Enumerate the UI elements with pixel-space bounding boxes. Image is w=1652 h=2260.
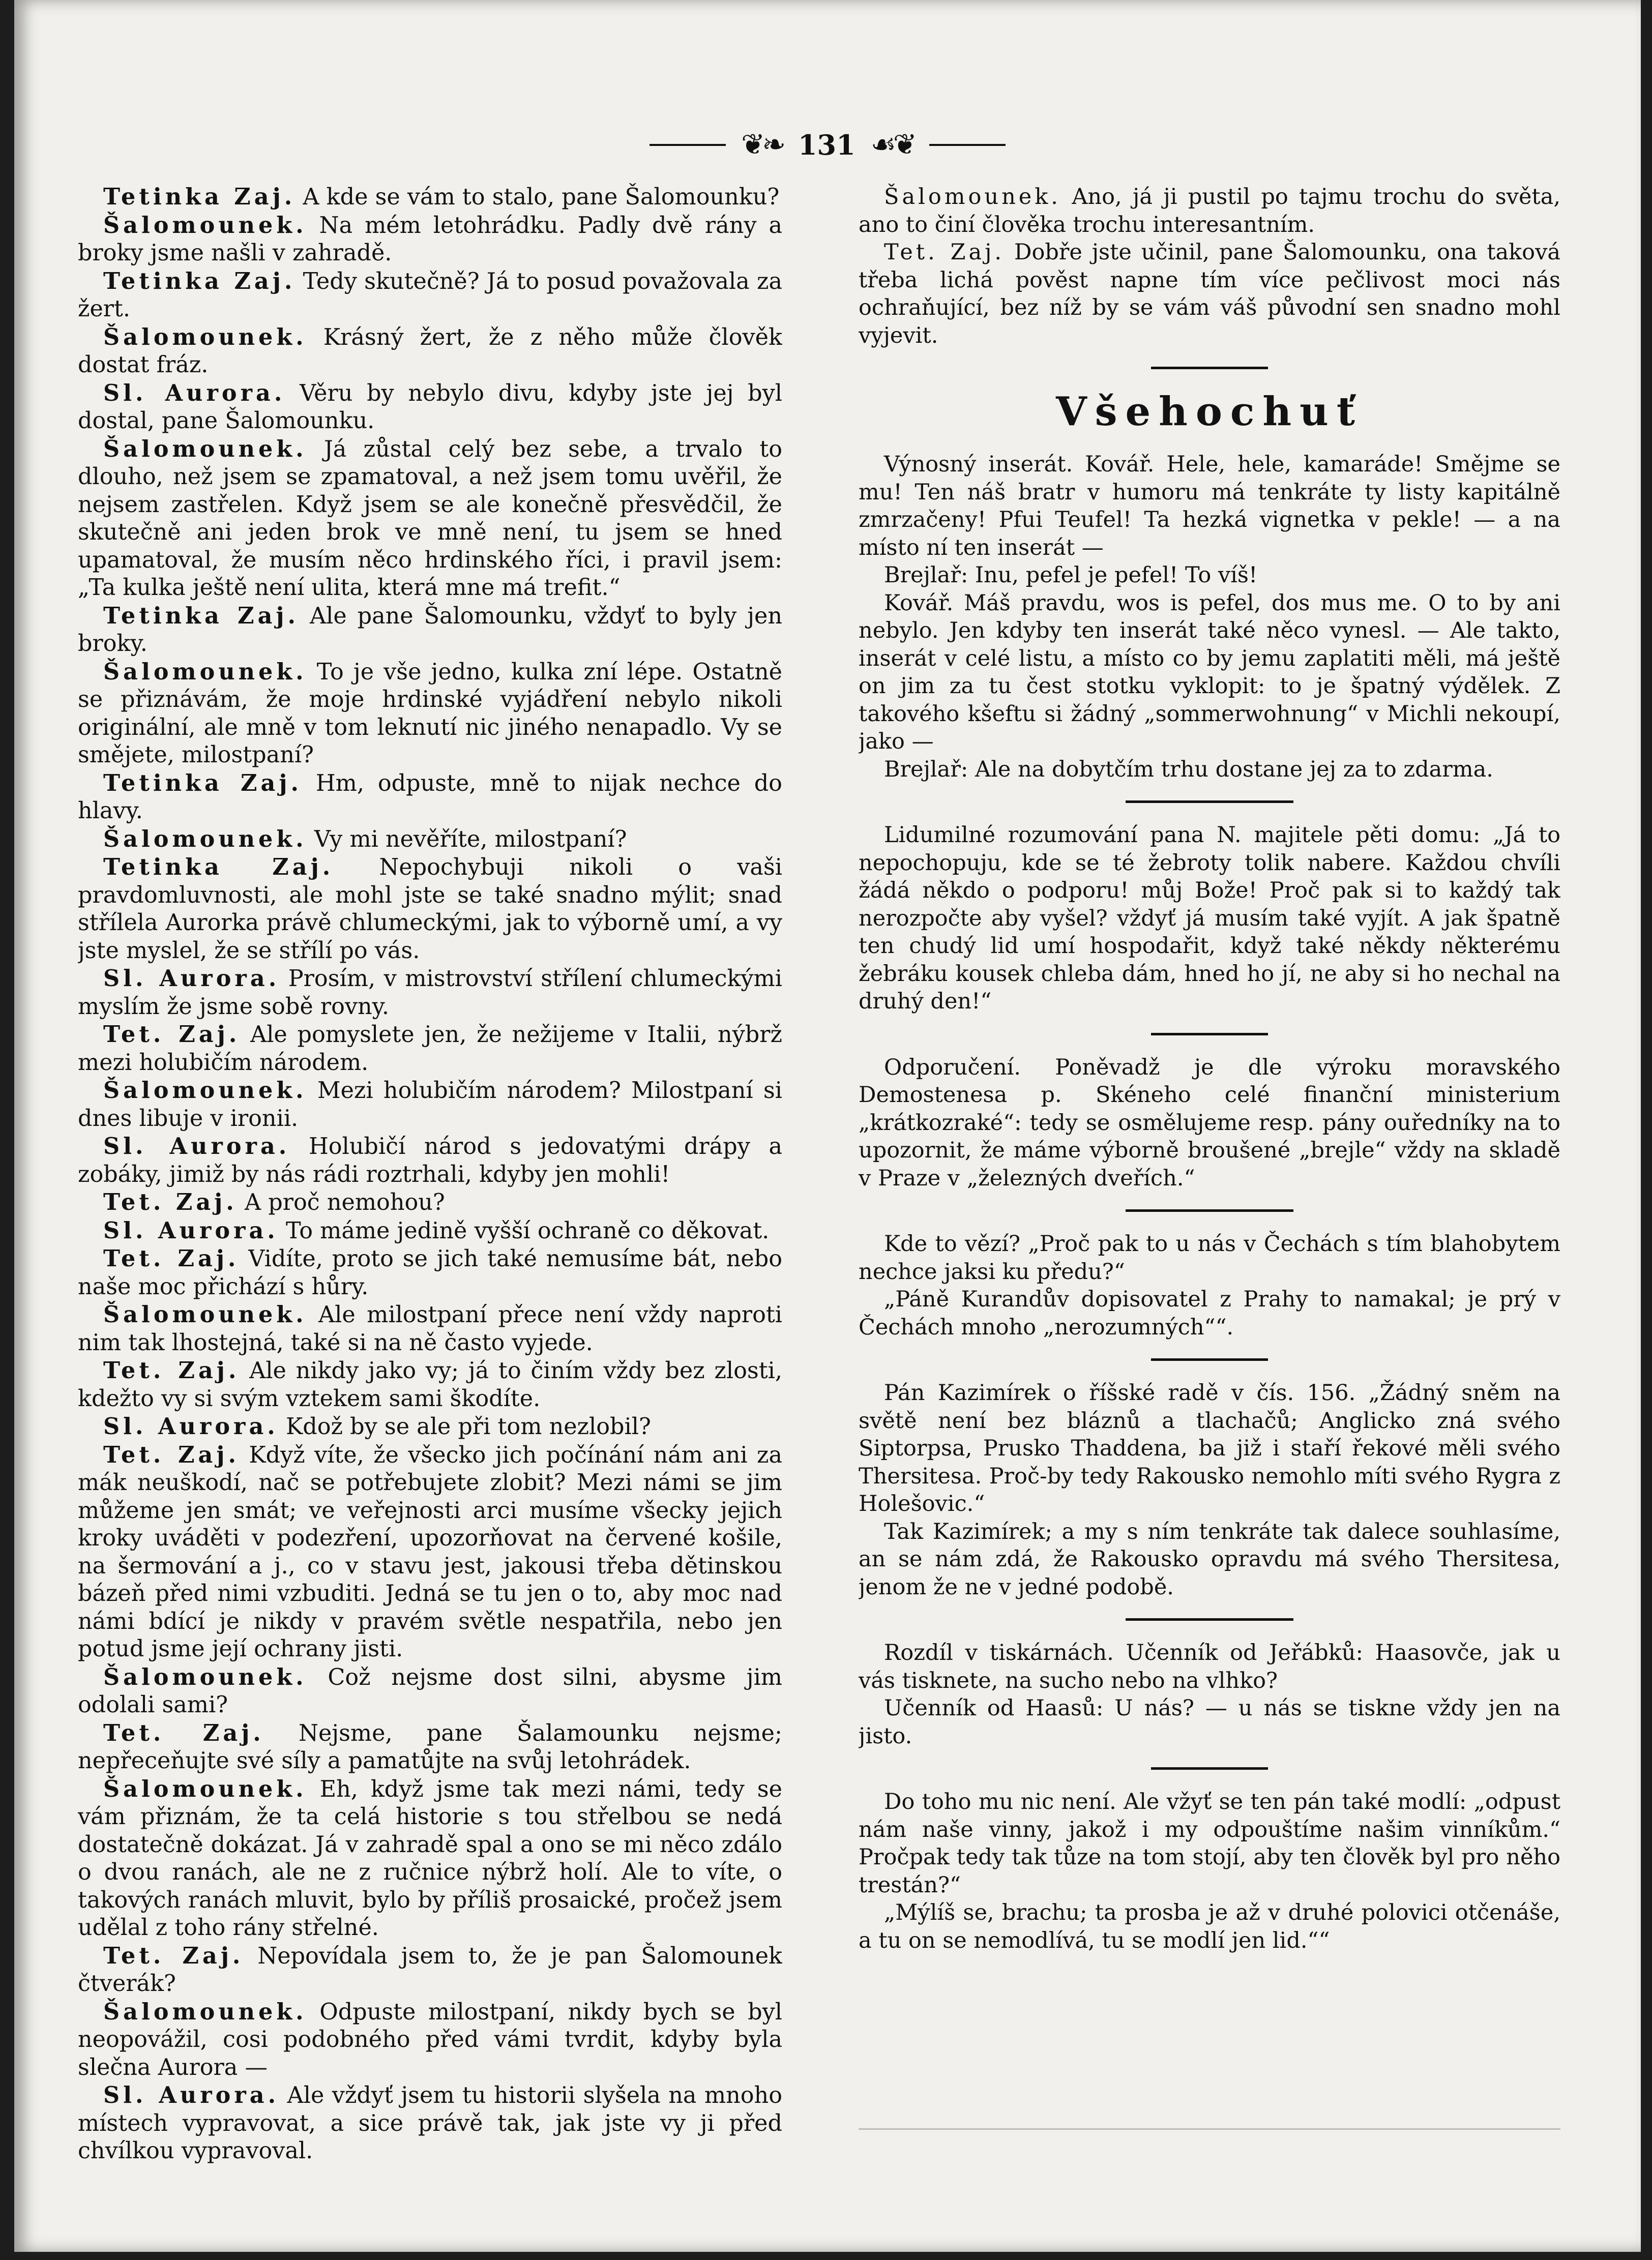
dialogue-line xyxy=(859,183,1560,239)
page-header xyxy=(14,125,1641,165)
speaker-name: Šalomounek. xyxy=(103,212,307,239)
dialogue-line xyxy=(78,1775,782,1942)
item-paragraph: Do toho mu nic není. Ale vžyť se ten pán také modlí: „odpust nám naše vinny, jakož i my odpouštíme našim vinníkům.“ Pročpak tedy tak tůze na tom stojí, aby ten člověk byl pro něho trestán?“ xyxy=(859,1789,1560,1898)
dialogue-line xyxy=(78,1942,782,1998)
dialogue-line xyxy=(78,183,782,212)
item-paragraph: Kde to vězí? „Proč pak to u nás v Čechách s tím blahobytem nechce jaksi ku předu?“ xyxy=(859,1231,1560,1285)
speaker-name: Tetinka Zaj. xyxy=(103,184,296,210)
dialogue-line xyxy=(78,769,782,825)
right-column-dialogue xyxy=(859,183,1560,349)
dialogue-line xyxy=(78,212,782,267)
speaker-name: Šalomounek. xyxy=(884,184,1061,210)
speaker-name: Tet. Zaj. xyxy=(103,1357,240,1384)
speaker-name: Sl. Aurora. xyxy=(103,1413,279,1440)
right-column xyxy=(859,183,1560,2206)
item-paragraph: Tak Kazimírek; a my s ním tenkráte tak dalece souhlasíme, an se nám zdá, že Rakousko opravdu má svého Thersitesa, jenom že ne v jedné podobě. xyxy=(859,1519,1560,1600)
speaker-name: Šalomounek. xyxy=(103,1998,307,2025)
speaker-name: Šalomounek. xyxy=(103,323,307,350)
speaker-name: Sl. Aurora. xyxy=(103,379,286,406)
faded-footer-bleedthrough xyxy=(859,2128,1560,2134)
speaker-name: Tetinka Zaj. xyxy=(103,854,334,880)
dialogue-text: Já zůstal celý bez sebe, a trvalo to dlouho, než jsem se zpamatoval, a než jsem tomu uvěřil, že nejsem zastřelen. Když jsem se ale konečně přesvědčil, že skutečně ani jeden brok ve mně není, tu jsem se hned upamatoval, že musím něco hrdinského říci, i pravil jsem: „Ta kulka ještě není ulita, která mne má trefit.“ xyxy=(78,436,782,601)
miscellany-item xyxy=(859,821,1560,1016)
dialogue-text: Eh, když jsme tak mezi námi, tedy se vám přiznám, že ta celá historie s tou střelbou se nedá dostatečně dokázat. Já v zahradě spal a ono se mi něco zdálo o dvou ranách, ale ne z ručnice nýbrž holí. Ale to víte, o takových ranách mluvit, bylo by příliš prosaické, pročež jsem udělal z toho rány střelné. xyxy=(78,1776,782,1941)
miscellany-item xyxy=(859,1379,1560,1601)
dialogue-text: Prosím, v mistrovství střílení chlumeckými myslím že jsme sobě rovny. xyxy=(78,966,782,1020)
item-paragraph: Výnosný inserát. Kovář. Hele, hele, kamaráde! Smějme se mu! Ten náš bratr v humoru má tenkráte ty listy kapitálně zmrzačeny! Pfui Teufel! Ta hezká vignetka v pekle! — a na místo ní ten inserát — xyxy=(859,452,1560,560)
dialogue-text: To je vše jedno, kulka zní lépe. Ostatně se přiznávám, že moje hrdinské vyjádření nebylo nikoli originální, ale mně v tom leknutí nic jiného nenapadlo. Vy se smějete, milostpaní? xyxy=(78,659,782,768)
speaker-name: Tet. Zaj. xyxy=(103,1441,240,1468)
left-column-dialogue xyxy=(78,183,782,2206)
miscellany-item xyxy=(859,1639,1560,1750)
speaker-name: Tet. Zaj. xyxy=(103,1021,241,1048)
dialogue-text: Kdož by se ale při tom nezlobil? xyxy=(285,1414,651,1440)
item-paragraph: Učenník od Haasů: U nás? — u nás se tiskne vždy jen na jisto. xyxy=(859,1696,1560,1749)
miscellany-item xyxy=(859,451,1560,783)
dialogue-line xyxy=(78,1663,782,1719)
item-divider xyxy=(1151,1767,1268,1770)
speaker-name: Tetinka Zaj. xyxy=(103,267,296,294)
item-divider xyxy=(1126,800,1293,803)
item-paragraph: Kovář. Máš pravdu, wos is pefel, dos mus me. O to by ani nebylo. Jen kdyby ten inserát také něco vynesl. — Ale takto, inserát v celé listu, a místo co by jemu zaplatiti měli, má ještě on jim za tu čest stotku vyklopit: to je špatný výdělek. Z takového kšeftu si žádný „sommerwohnung“ v Michli nekoupí, jako — xyxy=(859,590,1560,754)
dialogue-text: A proč nemohou? xyxy=(244,1190,445,1215)
dialogue-line xyxy=(78,379,782,435)
dialogue-text: Vy mi nevěříte, milostpaní? xyxy=(314,826,627,852)
dialogue-text: Ale pane Šalomounku, vždyť to byly jen broky. xyxy=(78,603,782,657)
dialogue-text: Ale vždyť jsem tu historii slyšela na mnoho místech vypravovat, a sice právě tak, jak jste vy ji před chvílkou vypravoval. xyxy=(78,2083,782,2164)
speaker-name: Šalomounek. xyxy=(103,435,307,462)
dialogue-line xyxy=(78,1021,782,1077)
dialogue-line xyxy=(859,239,1560,349)
item-paragraph: Rozdíl v tiskárnách. Učenník od Jeřábků: Haasovče, jak u vás tisknete, na sucho nebo na vlhko? xyxy=(859,1640,1560,1693)
item-paragraph: Brejlař: Inu, pefel je pefel! To víš! xyxy=(884,562,1258,588)
speaker-name: Šalomounek. xyxy=(103,1775,307,1802)
header-rule-left xyxy=(650,144,726,146)
dialogue-text: To máme jedině vyšší ochraně co děkovat. xyxy=(285,1217,770,1244)
miscellany-item xyxy=(859,1054,1560,1193)
dialogue-text: Dobře jste učinil, pane Šalomounku, ona taková třeba lichá pověst napne tím více pečlivost moci nás ochraňující, bez níž by se vám váš původní sen snadno mohl vyjevit. xyxy=(859,240,1560,348)
speaker-name: Sl. Aurora. xyxy=(103,1133,290,1159)
dialogue-line xyxy=(78,267,782,323)
dialogue-text: Vidíte, proto se jich také nemusíme bát, nebo naše moc přichází s hůry. xyxy=(78,1246,782,1300)
dialogue-line xyxy=(78,1413,782,1441)
speaker-name: Tet. Zaj. xyxy=(103,1189,238,1215)
speaker-name: Tet. Zaj. xyxy=(103,1719,264,1746)
dialogue-text: Mezi holubičím národem? Milostpaní si dnes libuje v ironii. xyxy=(78,1078,782,1132)
speaker-name: Tetinka Zaj. xyxy=(103,769,302,796)
dialogue-text: Hm, odpuste, mně to nijak nechce do hlavy. xyxy=(78,770,782,824)
dialogue-text: A kde se vám to stalo, pane Šalomounku? xyxy=(303,184,780,210)
dialogue-text: Ano, já ji pustil po tajmu trochu do světa, ano to činí člověka trochu interesantním. xyxy=(859,184,1560,237)
dialogue-line xyxy=(78,1133,782,1188)
dialogue-line xyxy=(78,1188,782,1217)
miscellany-items xyxy=(859,451,1560,1954)
speaker-name: Šalomounek. xyxy=(103,1663,307,1690)
dialogue-line xyxy=(78,825,782,854)
newspaper-page xyxy=(14,0,1641,2252)
dialogue-text: Ale pomyslete jen, že nežijeme v Italii, nýbrž mezi holubičím národem. xyxy=(78,1022,782,1076)
dialogue-text: Tedy skutečně? Já to posud považovala za žert. xyxy=(78,268,782,322)
dialogue-line xyxy=(78,1301,782,1357)
dialogue-line xyxy=(78,1357,782,1413)
dialogue-line xyxy=(78,1077,782,1133)
speaker-name: Šalomounek. xyxy=(103,1077,307,1104)
section-title: Všehochuť xyxy=(1056,389,1363,435)
speaker-name: Tet. Zaj. xyxy=(103,1245,240,1272)
header-rule-right xyxy=(929,144,1006,146)
speaker-name: Šalomounek. xyxy=(103,1301,307,1328)
dialogue-text: Krásný žert, že z něho může člověk dostat fráz. xyxy=(78,324,782,378)
ornament-left-icon: ❦❧ xyxy=(741,128,783,161)
item-paragraph: Lidumilné rozumování pana N. majitele pěti domu: „Já to nepochopuju, kde se té žebroty tolik nabere. Každou chvíli žádá někdo o podporu! můj Bože! Proč pak si to každý tak nerozpočte aby vyšel? vždyť já musím také vyjít. A jak špatně ten chudý lid umí hospodařit, když také někdy některému žebráku kousek chleba dám, hned ho jí, ne aby si ho nechal na druhý den!“ xyxy=(859,822,1560,1014)
dialogue-line xyxy=(78,965,782,1021)
speaker-name: Tet. Zaj. xyxy=(884,240,1005,265)
dialogue-text: Na mém letohrádku. Padly dvě rány a broky jsme našli v zahradě. xyxy=(78,212,782,266)
miscellany-item xyxy=(859,1788,1560,1954)
dialogue-line xyxy=(78,853,782,965)
dialogue-line xyxy=(78,1441,782,1663)
item-divider xyxy=(1151,1033,1268,1035)
dialogue-text: Což nejsme dost silni, abysme jim odolali sami? xyxy=(78,1664,782,1718)
miscellany-item xyxy=(859,1230,1560,1341)
speaker-name: Šalomounek. xyxy=(103,658,307,685)
ornament-right-icon: ☙❦ xyxy=(870,128,914,161)
speaker-name: Tetinka Zaj. xyxy=(103,602,299,629)
dialogue-text: Nepovídala jsem to, že je pan Šalomounek čtverák? xyxy=(78,1943,782,1997)
dialogue-text: Odpuste milostpaní, nikdy bych se byl neopovážil, cosi podobného před vámi tvrdit, kdyby byla slečna Aurora — xyxy=(78,1999,782,2080)
dialogue-line xyxy=(78,1719,782,1775)
dialogue-text: Holubičí národ s jedovatými drápy a zobáky, jimiž by nás rádi roztrhali, kdyby jen mohli! xyxy=(78,1134,782,1187)
speaker-name: Sl. Aurora. xyxy=(103,2082,280,2108)
item-divider xyxy=(1126,1618,1293,1621)
speaker-name: Tet. Zaj. xyxy=(103,1942,244,1969)
item-paragraph: „Mýlíš se, brachu; ta prosba je až v druhé polovici otčenáše, a tu on se nemodlívá, tu se modlí jen lid.““ xyxy=(859,1900,1560,1953)
dialogue-line xyxy=(78,435,782,602)
item-paragraph: Odporučení. Poněvadž je dle výroku moravského Demostenesa p. Skéneho celé finanční ministerium „krátkozraké“: tedy se osmělujeme resp. pány ouředníky na to upozornit, že máme výborně broušené „brejle“ vždy na skladě v Praze v „železných dveřích.“ xyxy=(859,1054,1560,1191)
dialogue-text: Ale nikdy jako vy; já to činím vždy bez zlosti, kdežto vy si svým vztekem sami škodíte. xyxy=(78,1358,782,1412)
dialogue-line xyxy=(78,1998,782,2082)
dialogue-line xyxy=(78,602,782,658)
item-paragraph: Pán Kazimírek o říšské radě v čís. 156. „Žádný sněm na světě není bez bláznů a tlachačů; Anglicko zná svého Siptorpsa, Prusko Thaddena, ba již i staří řekové měli svého Thersitesa. Proč-by tedy Rakousko nemohlo míti svého Rygra z Holešovic.“ xyxy=(859,1380,1560,1516)
item-paragraph: „Páně Kurandův dopisovatel z Prahy to namakal; je prý v Čechách mnoho „nerozumných““. xyxy=(859,1287,1560,1340)
dialogue-line xyxy=(78,323,782,379)
dialogue-line xyxy=(78,1217,782,1245)
dialogue-line xyxy=(78,2081,782,2165)
dialogue-line xyxy=(78,658,782,769)
page-number: 131 xyxy=(798,129,855,161)
dialogue-text: Věru by nebylo divu, kdyby jste jej byl dostal, pane Šalomounku. xyxy=(78,380,782,434)
speaker-name: Sl. Aurora. xyxy=(103,1217,279,1244)
speaker-name: Sl. Aurora. xyxy=(103,965,280,992)
dialogue-line xyxy=(78,1245,782,1301)
dialogue-text: Nejsme, pane Šalamounku nejsme; nepřeceňujte své síly a pamatůjte na svůj letohrádek. xyxy=(78,1720,782,1774)
dialogue-text: Nepochybuji nikoli o vaši pravdomluvnosti, ale mohl jste se také snadno mýlit; snad střílela Aurorka právě chlumeckými, jak to výborně umí, a vy jste myslel, že se střílí po vás. xyxy=(78,854,782,964)
dialogue-text: Ale milostpaní přece není vždy naproti nim tak lhostejná, také si na ně často vyjede. xyxy=(78,1302,782,1356)
section-divider xyxy=(1151,367,1268,369)
item-divider xyxy=(1126,1209,1293,1212)
speaker-name: Šalomounek. xyxy=(103,825,307,852)
item-divider xyxy=(1151,1358,1268,1361)
item-paragraph: Brejlař: Ale na dobytčím trhu dostane jej za to zdarma. xyxy=(884,756,1493,782)
dialogue-text: Když víte, že všecko jich počínání nám ani za mák neuškodí, nač se potřebujete zlobit? Mezi námi se jim můžeme jen smát; ve veřejnosti arci musíme všecky jejich kroky uváděti v podezření, upozorňovat na červené košile, na šermování a j., co v stavu jest, jakousi třeba dětinskou bázeň před nimi vzbuditi. Jedná se tu jen o to, aby moc nad námi bdící je nikdy v pravém světle nespatřila, nebo jen potud jsme její ochrany jisti. xyxy=(78,1442,782,1662)
